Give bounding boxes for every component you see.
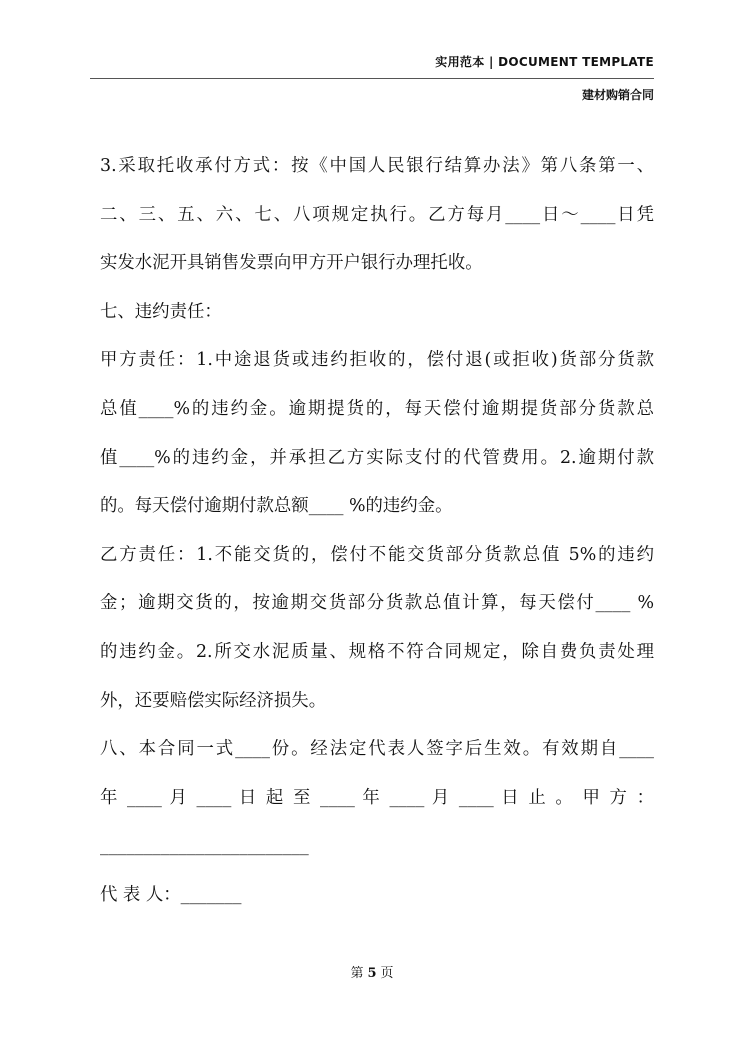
page-prefix: 第: [350, 966, 364, 981]
page-footer: [0, 962, 744, 981]
paragraph-line: 总值____%的违约金。逾期提货的，每天偿付逾期提货部分货款总: [100, 398, 654, 419]
paragraph-line: 年 ____ 月 ____ 日 起 至 ____ 年 ____ 月 ____ 日 止 。 甲 方 ：: [100, 787, 654, 808]
paragraph-line: 的。每天偿付逾期付款总额____ %的违约金。: [100, 496, 453, 517]
header-title: 实用范本 | DOCUMENT TEMPLATE: [435, 55, 654, 69]
paragraph-line: 乙方责任：1.不能交货的，偿付不能交货部分货款总值 5%的违约: [100, 544, 654, 565]
paragraph-line: 3.采取托收承付方式：按《中国人民银行结算办法》第八条第一、: [100, 156, 654, 176]
paragraph-line: 金；逾期交货的，按逾期交货部分货款总值计算，每天偿付____ %: [100, 593, 654, 614]
page-suffix: 页: [380, 966, 394, 981]
paragraph-line: 值____%的违约金，并承担乙方实际支付的代管费用。2.逾期付款: [100, 447, 654, 468]
section-heading: 七、违约责任：: [100, 301, 222, 322]
header-subtitle: 建材购销合同: [581, 88, 654, 102]
paragraph-line: 甲方责任：1.中途退货或违约拒收的，偿付退(或拒收)货部分货款: [100, 350, 654, 371]
paragraph-line: 实发水泥开具销售发票向甲方开户银行办理托收。: [100, 253, 483, 274]
representative-line: 代 表 人：_______: [100, 884, 242, 905]
signature-line: ________________________: [100, 836, 309, 857]
page-number: 5: [367, 966, 377, 981]
paragraph-line: 八、本合同一式____份。经法定代表人签字后生效。有效期自____: [100, 739, 654, 760]
paragraph-line: 二、三、五、六、七、八项规定执行。乙方每月____日～____日凭: [100, 204, 654, 225]
paragraph-line: 外，还要赔偿实际经济损失。: [100, 690, 327, 711]
document-body: [100, 142, 654, 920]
paragraph-line: 的违约金。2.所交水泥质量、规格不符合同规定，除自费负责处理: [100, 641, 654, 662]
header-divider: [90, 78, 654, 79]
